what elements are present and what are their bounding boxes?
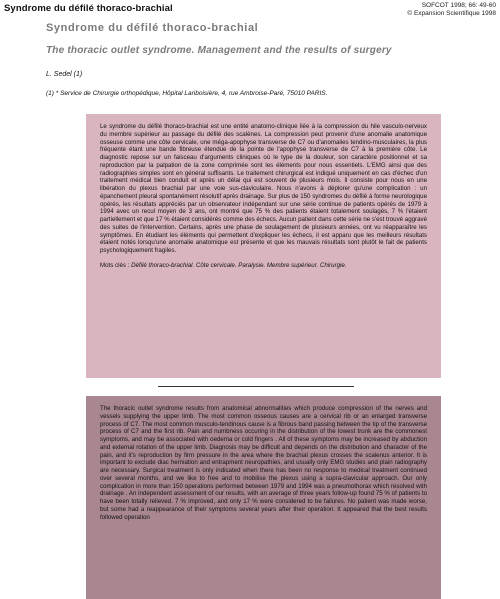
running-title: Syndrome du défilé thoraco-brachial — [4, 3, 173, 14]
keywords-label: Mots clés : — [100, 261, 130, 269]
publisher-copyright: © Expansion Scientifique 1998 — [407, 10, 496, 17]
journal-info — [407, 2, 496, 18]
section-separator — [158, 386, 354, 387]
article-authors: L. Sedel (1) — [46, 71, 83, 78]
abstract-english-text: The thoracic outlet syndrome results from anatomical abnormalities which produce compression of the nerves and vessels supplying the upper limb. The most common osseous causes are a cervical rib or an enlarged transverse process of C7. The most common musculo-tendinous cause is a fibrous band passing between the tip of the transverse process of C7 and the first rib. Pain and numbness occuring in the distribution of the lowest trunk are the commonest symptoms, and may be associated with oedema or cold fingers . All of these symptoms may be increased by abduction and external rotation of the upper limb. Diagnosis may be difficult and depends on the distribution and character of the pain, and it's reproduction by firm pressure in the area where the brachial plexus crosses the scalenus anterior. It is important to exclude diac herniation and entrapment neuropathies, and usually only EMG studies and plain radiography are necessary. Surgical treatment is only indicated when there has been no response to medical treatment continued over several months, and we like to free and to mobilise the plexus using a supra-clavicular approach. Our only complication in more than 150 operations performed between 1979 and 1994 was a pneumothorax which resolved with drainage . An independent assessment of our results, with an average of three years follow-up found 75 % of patients to have been totally relieved. 7 % improved, and only 17 % were considered to be failures. No patient was made worse, but some had a reappearance of their symptoms several years after their operation. It appeared that the best results followed operation — [100, 405, 427, 521]
abstract-french — [86, 114, 441, 378]
abstract-english — [86, 396, 441, 599]
journal-citation: SOFCOT 1998; 66: 49-60 — [421, 2, 496, 9]
article-title-english: The thoracic outlet syndrome. Management and the results of surgery — [46, 45, 392, 56]
article-title-french: Syndrome du défilé thoraco-brachial — [46, 22, 259, 34]
author-affiliation: (1) * Service de Chirurgie orthopédique, Hôpital Lariboisière, 4, rue Ambroise-Paré, 75010 PARIS. — [46, 90, 328, 97]
keywords-list: Défilé thoraco-brachial. Côte cervicale. Paralysie. Membre supérieur. Chirurgie. — [131, 261, 347, 269]
abstract-french-text: Le syndrome du défilé thoraco-brachial est une entité anatomo-clinique liée à la compression du hile vasculo-nerveux du membre supérieur au passage du défilé des scalènes. La compression peut provenir d'une anomalie anatomique osseuse comme une côte cervicale, une méga-apophyse transverse de C7 ou d'anomalies tendino-musculaires, la plus fréquente étant une bande fibreuse étendue de la pointe de l'apophyse transverse de C7 à la première côte. Le diagnostic repose sur un faisceau d'arguments cliniques où le type de la douleur, son caractère positionnel et sa reproduction par la palpation de la zone comprimée sont les éléments pour nous essentiels. L'EMG ainsi que des radiographies simples sont en général suffisants. Le traitement chirurgical est indiqué uniquement en cas d'échec d'un traitement médical bien conduit et après un délai qui est souvent de plusieurs mois. Il consiste pour nous en une libération du plexus brachial par une voie sus-claviculaire. Nous n'avons à déplorer qu'une complication : un épanchement pleural spontanément résolutif après drainage. Sur plus de 150 syndromes du défilé à forme neurologique opérés, les résultats appréciés par un observateur indépendant sur une série continue de patients opérés de 1979 à 1994 avec un recul moyen de 3 ans, ont montré que 75 % des patients étaient totalement soulagés, 7 % l'étaient partiellement et que 17 % étaient considérés comme des échecs. Aucun patient dans cette série ne s'est trouvé aggravé des suites de l'intervention. Certains, après une phase de soulagement de plusieurs années, ont vu réapparaître les symptômes. En étudiant les éléments qui permettent d'expliquer les échecs, il est apparu que les meilleurs résultats étaient notés lorsqu'une anomalie anatomique est présente et que les mauvais résultats sont plutôt le fait de patients psychologiquement fragiles. — [100, 123, 427, 254]
keywords — [100, 262, 427, 270]
